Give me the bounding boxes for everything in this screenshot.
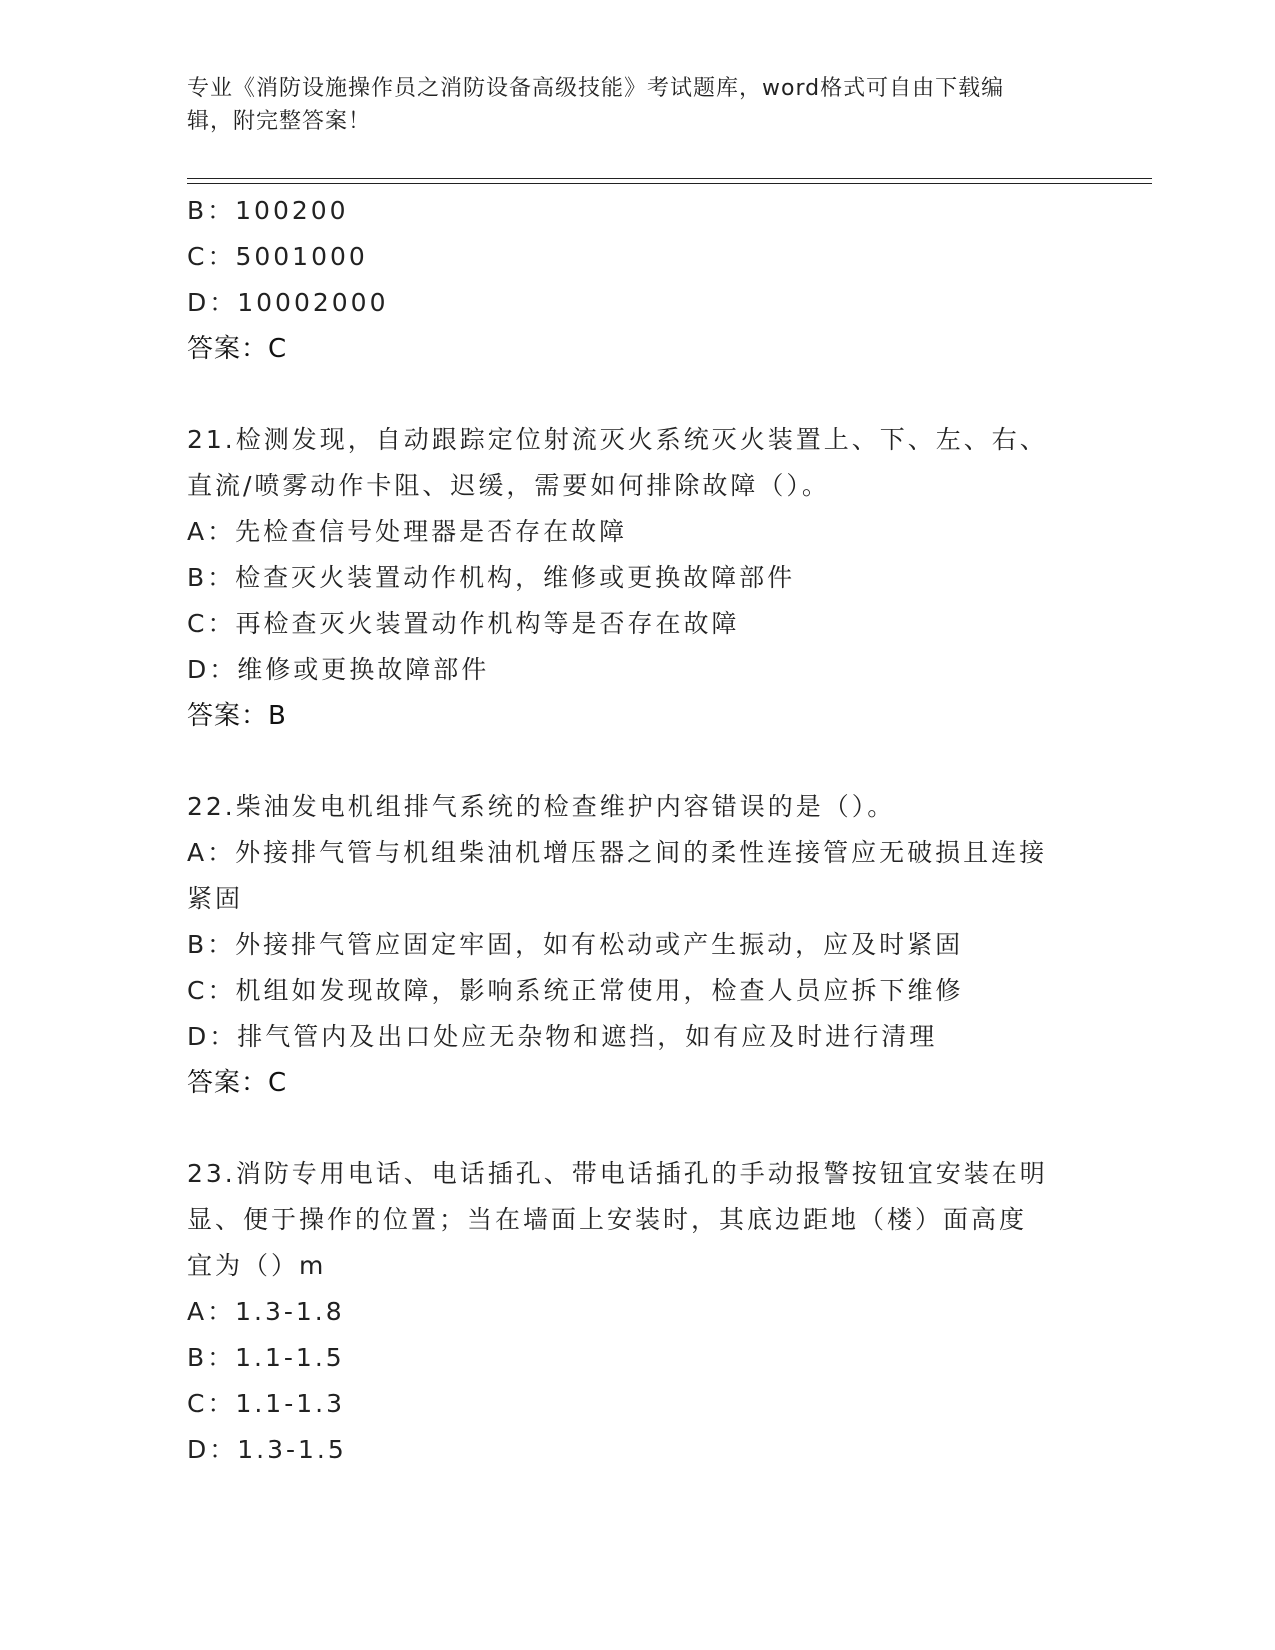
question-stem: 22.柴油发电机组排气系统的检查维护内容错误的是（）。 — [187, 792, 896, 821]
option-d: D：1.3-1.5 — [187, 1435, 347, 1464]
question-list — [187, 188, 1087, 1473]
document-header — [187, 72, 1067, 138]
option-a: A：先检查信号处理器是否存在故障 — [187, 517, 628, 546]
answer-line: 答案：B — [187, 701, 287, 731]
spacer — [187, 1106, 1087, 1151]
question-stem: 显、便于操作的位置；当在墙面上安装时，其底边距地（楼）面高度 — [187, 1205, 1028, 1234]
spacer — [187, 372, 1087, 417]
option-a: A：1.3-1.8 — [187, 1297, 345, 1326]
question-22 — [187, 784, 1087, 1106]
option-d: D：10002000 — [187, 288, 389, 317]
spacer — [187, 739, 1087, 784]
option-d: D：维修或更换故障部件 — [187, 655, 490, 684]
question-stem: 23.消防专用电话、电话插孔、带电话插孔的手动报警按钮宜安装在明 — [187, 1159, 1048, 1188]
header-line-2: 辑，附完整答案！ — [187, 109, 372, 134]
option-a-continued: 紧固 — [187, 884, 244, 913]
option-b: B：检查灭火装置动作机构，维修或更换故障部件 — [187, 563, 796, 592]
question-stem: 直流/喷雾动作卡阻、迟缓，需要如何排除故障（）。 — [187, 471, 830, 500]
option-c: C：机组如发现故障，影响系统正常使用，检查人员应拆下维修 — [187, 976, 964, 1005]
question-21 — [187, 417, 1087, 739]
prev-question-options — [187, 188, 1087, 326]
option-d: D：排气管内及出口处应无杂物和遮挡，如有应及时进行清理 — [187, 1022, 938, 1051]
option-c: C：1.1-1.3 — [187, 1389, 345, 1418]
question-stem: 21.检测发现，自动跟踪定位射流灭火系统灭火装置上、下、左、右、 — [187, 425, 1048, 454]
answer-line: 答案：C — [187, 1068, 288, 1098]
header-line-1: 专业《消防设施操作员之消防设备高级技能》考试题库，word格式可自由下载编 — [187, 76, 1005, 101]
question-stem: 宜为（）m — [187, 1251, 327, 1280]
option-b: B：外接排气管应固定牢固，如有松动或产生振动，应及时紧固 — [187, 930, 964, 959]
option-b: B：100200 — [187, 196, 349, 225]
question-23 — [187, 1151, 1087, 1473]
option-b: B：1.1-1.5 — [187, 1343, 345, 1372]
option-c: C：5001000 — [187, 242, 368, 271]
header-rule-top — [187, 178, 1152, 179]
header-rule-bottom — [187, 183, 1152, 184]
option-a: A：外接排气管与机组柴油机增压器之间的柔性连接管应无破损且连接 — [187, 838, 1048, 867]
option-c: C：再检查灭火装置动作机构等是否存在故障 — [187, 609, 740, 638]
answer-line: 答案：C — [187, 334, 288, 364]
